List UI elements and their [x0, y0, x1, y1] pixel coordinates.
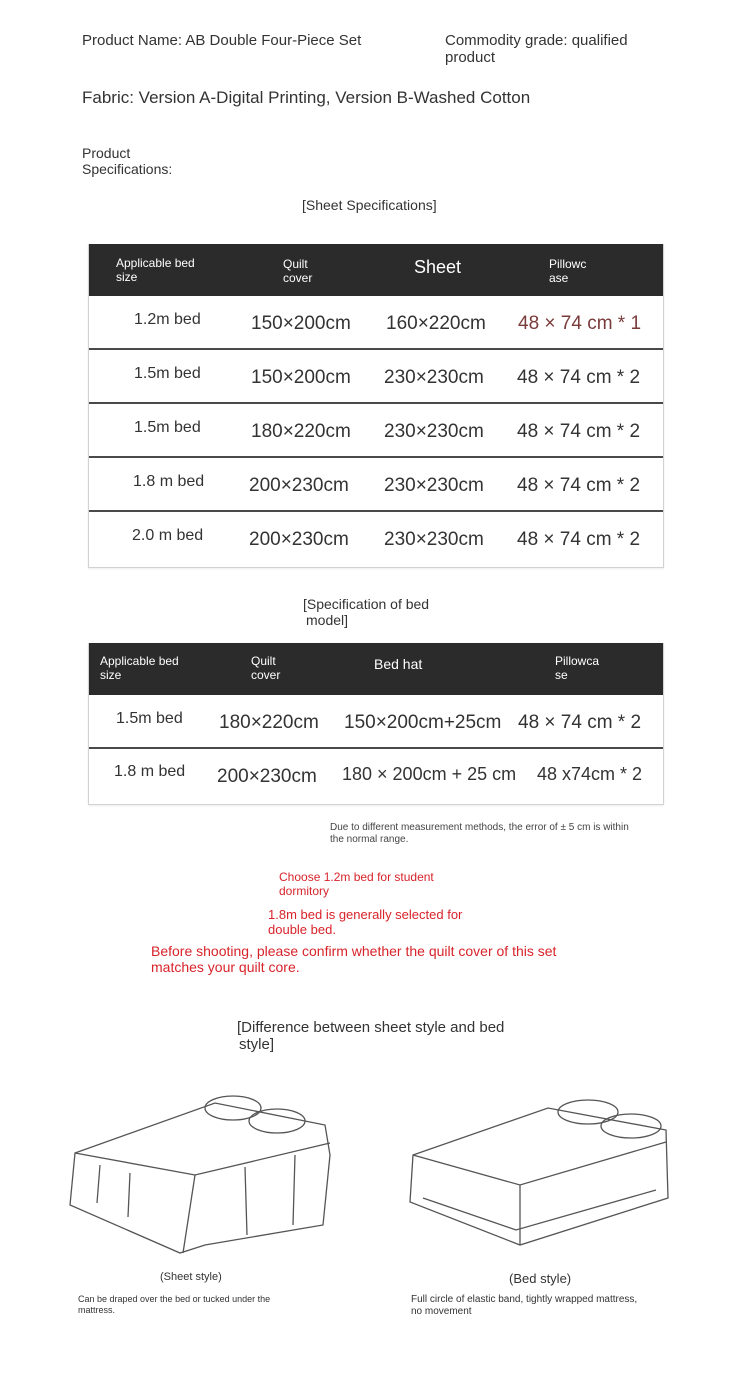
cell-sheet: 230×230cm — [384, 421, 484, 442]
commodity-grade-line-1: Commodity grade: qualified — [445, 32, 628, 49]
table-row — [89, 404, 663, 458]
student-note — [279, 870, 434, 898]
cell-quilt-cover: 200×230cm — [249, 475, 349, 496]
sheet-fold-line — [293, 1155, 295, 1225]
cell-pillowcase: 48 × 74 cm * 2 — [518, 712, 642, 733]
specs-label-line-2: Specifications: — [82, 161, 173, 177]
pillow-right — [601, 1114, 661, 1138]
header-quilt-line-2: cover — [251, 668, 281, 682]
shooting-note-line-2: matches your quilt core. — [151, 959, 300, 975]
bed-desc-line-1: Full circle of elastic band, tightly wrapped mattress, — [411, 1294, 638, 1305]
double-note-line-1: 1.8m bed is generally selected for — [268, 907, 463, 922]
cell-bed-hat: 180 × 200cm + 25 cm — [342, 764, 517, 784]
cell-pillowcase: 48 × 74 cm * 1 — [518, 313, 642, 334]
sheet-drape-outline — [70, 1103, 330, 1253]
bed-style-description — [411, 1294, 637, 1318]
sheet-table-caption: [Sheet Specifications] — [302, 197, 437, 213]
cell-quilt-cover: 200×230cm — [217, 766, 317, 787]
measurement-note-line-1: Due to different measurement methods, the error of ± 5 cm is within — [330, 822, 629, 833]
bed-caption-line-2: model] — [306, 612, 349, 628]
elastic-band-line — [423, 1190, 656, 1230]
cell-quilt-cover: 150×200cm — [251, 313, 351, 334]
sheet-desc-line-2: mattress. — [78, 1305, 116, 1315]
commodity-grade-line-2: product — [445, 49, 496, 66]
fabric-info: Fabric: Version A-Digital Printing, Version B-Washed Cotton — [82, 88, 531, 107]
sheet-style-illustration — [55, 1085, 345, 1260]
header-bed-size-line-1: Applicable bed — [100, 654, 179, 668]
student-note-line-2: dormitory — [279, 884, 330, 898]
sheet-desc-line-1: Can be draped over the bed or tucked under the — [78, 1294, 271, 1304]
commodity-grade — [445, 32, 628, 66]
cell-pillowcase: 48 × 74 cm * 2 — [517, 367, 641, 388]
header-pillowcase — [549, 257, 586, 285]
fitted-mattress-outline — [410, 1108, 668, 1245]
header-pillow-line-1: Pillowc — [549, 257, 587, 271]
header-pillowcase — [555, 654, 599, 682]
table-row — [89, 512, 663, 567]
cell-quilt-cover: 180×220cm — [251, 421, 351, 442]
sheet-table-header — [89, 244, 663, 296]
cell-bed-size: 1.5m bed — [116, 710, 183, 727]
header-quilt-line-1: Quilt — [251, 654, 276, 668]
sheet-style-label: (Sheet style) — [160, 1271, 222, 1283]
bed-spec-table — [88, 643, 664, 805]
cell-bed-size: 1.5m bed — [134, 365, 201, 382]
header-bed-size-line-2: size — [116, 270, 138, 284]
table-row — [89, 695, 663, 749]
table-row — [89, 749, 663, 804]
difference-caption — [237, 1019, 504, 1053]
bed-table-header — [89, 643, 663, 695]
fitted-top-edge — [413, 1142, 666, 1185]
cell-sheet: 230×230cm — [384, 529, 484, 550]
header-quilt-cover — [251, 654, 280, 682]
difference-caption-line-1: [Difference between sheet style and bed — [237, 1019, 505, 1036]
header-bed-size-line-2: size — [100, 668, 122, 682]
bed-table-caption — [303, 596, 429, 628]
bed-caption-line-1: [Specification of bed — [303, 596, 430, 612]
cell-pillowcase: 48 × 74 cm * 2 — [517, 475, 641, 496]
cell-pillowcase: 48 × 74 cm * 2 — [517, 529, 641, 550]
header-quilt-line-2: cover — [283, 271, 313, 285]
double-note-line-2: double bed. — [268, 922, 336, 937]
sheet-fold-line — [245, 1167, 247, 1235]
difference-caption-line-2: style] — [239, 1036, 275, 1053]
pillow-left — [205, 1096, 261, 1120]
measurement-note — [330, 822, 629, 846]
sheet-fold-line — [97, 1165, 100, 1203]
sheet-spec-table — [88, 244, 664, 568]
header-sheet: Sheet — [414, 257, 462, 277]
cell-bed-size: 1.8 m bed — [133, 473, 205, 490]
header-bed-size-line-1: Applicable bed — [116, 256, 195, 270]
product-name: Product Name: AB Double Four-Piece Set — [82, 32, 362, 49]
cell-sheet: 230×230cm — [384, 367, 484, 388]
cell-quilt-cover: 180×220cm — [219, 712, 319, 733]
sheet-style-description — [78, 1294, 270, 1316]
cell-quilt-cover: 150×200cm — [251, 367, 351, 388]
cell-bed-size: 2.0 m bed — [132, 527, 204, 544]
cell-sheet: 230×230cm — [384, 475, 484, 496]
double-bed-note — [268, 907, 462, 937]
specs-label-line-1: Product — [82, 145, 131, 161]
measurement-note-line-2: the normal range. — [330, 834, 409, 845]
table-row — [89, 350, 663, 404]
shooting-note — [151, 943, 556, 975]
header-quilt-line-1: Quilt — [283, 257, 308, 271]
table-row — [89, 296, 663, 350]
header-quilt-cover — [283, 257, 312, 285]
shooting-note-line-1: Before shooting, please confirm whether the quilt cover of this set — [151, 943, 557, 959]
bed-style-illustration — [398, 1090, 688, 1250]
cell-bed-size: 1.2m bed — [134, 311, 201, 328]
header-bed-size — [116, 256, 195, 284]
cell-bed-size: 1.8 m bed — [114, 763, 186, 780]
student-note-line-1: Choose 1.2m bed for student — [279, 870, 434, 884]
cell-bed-size: 1.5m bed — [134, 419, 201, 436]
cell-pillowcase: 48 × 74 cm * 2 — [517, 421, 641, 442]
header-pillow-line-1: Pillowca — [555, 654, 600, 668]
bed-style-label: (Bed style) — [509, 1271, 572, 1286]
header-bed-hat: Bed hat — [374, 656, 423, 672]
header-pillow-line-2: se — [555, 668, 568, 682]
cell-bed-hat: 150×200cm+25cm — [344, 712, 502, 733]
header-pillow-line-2: ase — [549, 271, 569, 285]
sheet-top-edge — [75, 1143, 330, 1175]
product-specifications-label — [82, 145, 172, 177]
sheet-fold-line — [128, 1173, 130, 1217]
cell-pillowcase: 48 x74cm * 2 — [537, 764, 643, 784]
sheet-corner-fold — [183, 1175, 195, 1253]
header-bed-size — [100, 654, 179, 682]
bed-desc-line-2: no movement — [411, 1306, 472, 1317]
pillow-right — [249, 1109, 305, 1133]
cell-quilt-cover: 200×230cm — [249, 529, 349, 550]
cell-sheet: 160×220cm — [386, 313, 486, 334]
table-row — [89, 458, 663, 512]
